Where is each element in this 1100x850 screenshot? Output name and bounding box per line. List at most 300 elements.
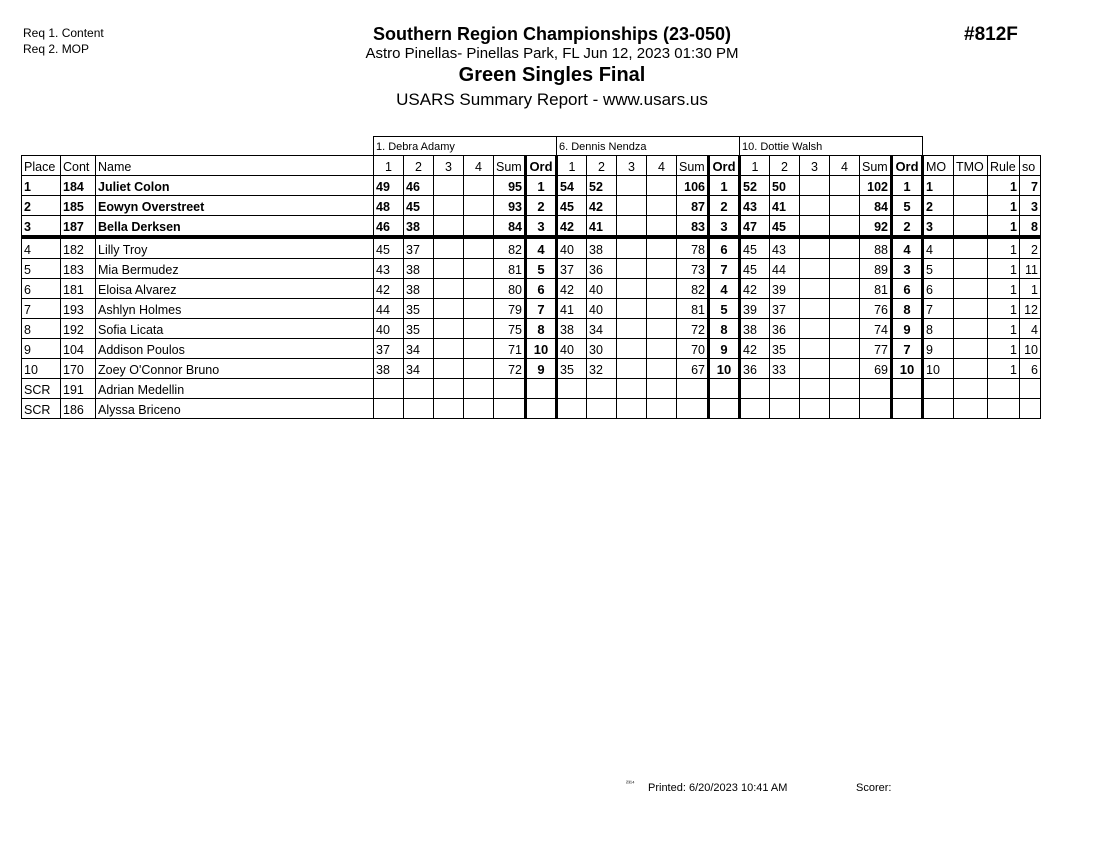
score-cell: 38 [587, 237, 617, 259]
score-cell [617, 279, 647, 299]
total-majority-ordinal-cell [954, 176, 988, 196]
ordinal-cell [892, 399, 923, 419]
score-cell [800, 399, 830, 419]
ordinal-cell: 1 [892, 176, 923, 196]
contestant-number-cell: 191 [61, 379, 96, 399]
score-cell [434, 176, 464, 196]
sum-cell: 83 [677, 216, 709, 238]
score-cell: 43 [770, 237, 800, 259]
score-cell: 37 [557, 259, 587, 279]
sum-cell: 74 [860, 319, 892, 339]
score-cell: 40 [374, 319, 404, 339]
sum-cell [677, 399, 709, 419]
rule-cell: 1 [988, 237, 1020, 259]
score-cell: 45 [740, 237, 770, 259]
place-cell: 2 [22, 196, 61, 216]
score-cell [374, 399, 404, 419]
score-cell [830, 196, 860, 216]
majority-ordinal-cell: 8 [923, 319, 954, 339]
score-cell: 40 [587, 279, 617, 299]
total-majority-ordinal-cell [954, 196, 988, 216]
score-cell [434, 379, 464, 399]
contestant-number-cell: 170 [61, 359, 96, 379]
score-cell [464, 359, 494, 379]
score-cell [434, 196, 464, 216]
scorer-label: Scorer: [856, 782, 892, 794]
table-row [22, 259, 1041, 279]
total-majority-ordinal-cell [954, 319, 988, 339]
sum-cell: 81 [494, 259, 526, 279]
total-majority-ordinal-cell [954, 237, 988, 259]
ordinal-cell: 8 [709, 319, 740, 339]
start-order-cell: 11 [1020, 259, 1041, 279]
score-cell: 32 [587, 359, 617, 379]
score-cell [617, 319, 647, 339]
score-cell: 37 [374, 339, 404, 359]
table-row [22, 237, 1041, 259]
score-cell: 49 [374, 176, 404, 196]
rule-cell: 1 [988, 319, 1020, 339]
score-cell [800, 216, 830, 238]
score-cell [800, 299, 830, 319]
score-cell [617, 176, 647, 196]
start-order-cell [1020, 399, 1041, 419]
sum-cell: 67 [677, 359, 709, 379]
score-cell: 43 [374, 259, 404, 279]
score-cell [800, 259, 830, 279]
start-order-cell: 2 [1020, 237, 1041, 259]
sum-cell: 81 [860, 279, 892, 299]
ordinal-cell: 3 [892, 259, 923, 279]
score-cell [404, 399, 434, 419]
score-cell: 50 [770, 176, 800, 196]
score-cell [830, 399, 860, 419]
score-cell: 38 [740, 319, 770, 339]
sum-cell: 72 [494, 359, 526, 379]
majority-ordinal-cell: 5 [923, 259, 954, 279]
sum-cell: 82 [677, 279, 709, 299]
score-cell: 45 [770, 216, 800, 238]
skater-name-cell: Alyssa Briceno [96, 399, 374, 419]
contestant-number-cell: 193 [61, 299, 96, 319]
start-order-cell [1020, 379, 1041, 399]
place-cell: 8 [22, 319, 61, 339]
ordinal-cell: 5 [709, 299, 740, 319]
table-row [22, 279, 1041, 299]
score-cell: 38 [374, 359, 404, 379]
score-cell: 43 [740, 196, 770, 216]
contestant-number-cell: 181 [61, 279, 96, 299]
score-cell [434, 319, 464, 339]
score-cell: 38 [404, 279, 434, 299]
score-cell [800, 237, 830, 259]
score-cell [740, 399, 770, 419]
score-cell [587, 379, 617, 399]
column-header: Name [96, 156, 374, 176]
start-order-cell: 3 [1020, 196, 1041, 216]
ordinal-cell [709, 379, 740, 399]
skater-name-cell: Juliet Colon [96, 176, 374, 196]
table-row [22, 319, 1041, 339]
score-cell [770, 379, 800, 399]
score-cell: 34 [404, 339, 434, 359]
score-cell: 38 [404, 259, 434, 279]
score-cell: 48 [374, 196, 404, 216]
majority-ordinal-cell: 1 [923, 176, 954, 196]
rule-cell: 1 [988, 216, 1020, 238]
competition-title: Southern Region Championships (23-050) [372, 24, 732, 44]
ordinal-cell: 10 [709, 359, 740, 379]
skater-name-cell: Lilly Troy [96, 237, 374, 259]
score-cell [647, 379, 677, 399]
score-cell: 35 [404, 319, 434, 339]
score-cell: 35 [404, 299, 434, 319]
majority-ordinal-cell: 10 [923, 359, 954, 379]
column-header: TMO [954, 156, 988, 176]
total-majority-ordinal-cell [954, 379, 988, 399]
rule-cell: 1 [988, 299, 1020, 319]
majority-ordinal-cell: 7 [923, 299, 954, 319]
ordinal-cell [709, 399, 740, 419]
score-cell [800, 319, 830, 339]
score-cell [647, 259, 677, 279]
total-majority-ordinal-cell [954, 359, 988, 379]
sum-cell: 76 [860, 299, 892, 319]
score-cell: 35 [770, 339, 800, 359]
ordinal-cell: 4 [526, 237, 557, 259]
score-cell [617, 339, 647, 359]
score-cell: 41 [557, 299, 587, 319]
ordinal-cell: 8 [892, 299, 923, 319]
sum-cell: 93 [494, 196, 526, 216]
venue-date: Astro Pinellas- Pinellas Park, FL Jun 12, 2023 01:30 PM [365, 45, 739, 62]
sum-cell: 81 [677, 299, 709, 319]
score-cell: 35 [557, 359, 587, 379]
score-cell [464, 176, 494, 196]
contestant-number-cell: 184 [61, 176, 96, 196]
ordinal-cell: 7 [526, 299, 557, 319]
skater-name-cell: Addison Poulos [96, 339, 374, 359]
report-title: USARS Summary Report - www.usars.us [396, 90, 708, 109]
score-cell [647, 359, 677, 379]
score-cell [647, 176, 677, 196]
score-cell [800, 359, 830, 379]
column-header: 1 [740, 156, 770, 176]
column-header: 1 [374, 156, 404, 176]
sum-cell: 80 [494, 279, 526, 299]
ordinal-cell: 8 [526, 319, 557, 339]
score-cell: 54 [557, 176, 587, 196]
sum-cell: 73 [677, 259, 709, 279]
score-cell [617, 216, 647, 238]
column-header: Ord [709, 156, 740, 176]
score-cell [830, 216, 860, 238]
score-cell [557, 399, 587, 419]
score-cell [647, 319, 677, 339]
column-header: 2 [404, 156, 434, 176]
sum-cell: 92 [860, 216, 892, 238]
ordinal-cell: 9 [526, 359, 557, 379]
sum-cell: 84 [860, 196, 892, 216]
judge-name: 6. Dennis Nendza [557, 137, 740, 156]
score-cell [557, 379, 587, 399]
column-header: 4 [647, 156, 677, 176]
sum-cell [677, 379, 709, 399]
score-cell [464, 319, 494, 339]
judge-name: 1. Debra Adamy [374, 137, 557, 156]
score-cell [464, 379, 494, 399]
requirement-1: Req 1. Content [23, 26, 104, 40]
sum-cell: 75 [494, 319, 526, 339]
place-cell: SCR [22, 379, 61, 399]
score-cell [434, 339, 464, 359]
place-cell: 4 [22, 237, 61, 259]
score-cell [647, 279, 677, 299]
score-cell [404, 379, 434, 399]
total-majority-ordinal-cell [954, 259, 988, 279]
sum-cell: 70 [677, 339, 709, 359]
column-header: Sum [677, 156, 709, 176]
score-cell: 37 [404, 237, 434, 259]
column-header: 3 [800, 156, 830, 176]
skater-name-cell: Eowyn Overstreet [96, 196, 374, 216]
table-row [22, 216, 1041, 238]
score-cell [770, 399, 800, 419]
ordinal-cell: 5 [892, 196, 923, 216]
score-cell [617, 237, 647, 259]
ordinal-cell: 1 [526, 176, 557, 196]
score-cell: 40 [557, 339, 587, 359]
score-cell: 37 [770, 299, 800, 319]
score-cell [647, 216, 677, 238]
judge-header-row [22, 137, 1041, 156]
column-header: Rule [988, 156, 1020, 176]
ordinal-cell: 9 [892, 319, 923, 339]
sum-cell: 78 [677, 237, 709, 259]
score-cell [617, 359, 647, 379]
ordinal-cell: 6 [526, 279, 557, 299]
majority-ordinal-cell: 4 [923, 237, 954, 259]
ordinal-cell: 10 [526, 339, 557, 359]
sum-cell: 82 [494, 237, 526, 259]
score-cell: 47 [740, 216, 770, 238]
score-cell: 42 [557, 279, 587, 299]
score-cell [587, 399, 617, 419]
sum-cell [494, 399, 526, 419]
score-cell: 41 [587, 216, 617, 238]
majority-ordinal-cell: 9 [923, 339, 954, 359]
contestant-number-cell: 192 [61, 319, 96, 339]
ordinal-cell: 2 [709, 196, 740, 216]
start-order-cell: 12 [1020, 299, 1041, 319]
score-cell: 36 [740, 359, 770, 379]
column-header: Sum [494, 156, 526, 176]
score-cell [464, 339, 494, 359]
score-cell [434, 399, 464, 419]
score-cell: 40 [557, 237, 587, 259]
skater-name-cell: Mia Bermudez [96, 259, 374, 279]
total-majority-ordinal-cell [954, 279, 988, 299]
column-header: Cont [61, 156, 96, 176]
sum-cell: 102 [860, 176, 892, 196]
place-cell: 7 [22, 299, 61, 319]
ordinal-cell: 6 [892, 279, 923, 299]
printed-date: Printed: 6/20/2023 10:41 AM [648, 782, 788, 794]
sum-cell: 79 [494, 299, 526, 319]
score-cell [830, 339, 860, 359]
ordinal-cell: 7 [892, 339, 923, 359]
score-cell [617, 379, 647, 399]
score-cell: 52 [587, 176, 617, 196]
column-header: so [1020, 156, 1041, 176]
score-cell [434, 279, 464, 299]
score-cell: 46 [374, 216, 404, 238]
ordinal-cell [526, 379, 557, 399]
place-cell: SCR [22, 399, 61, 419]
sum-cell: 106 [677, 176, 709, 196]
score-cell [740, 379, 770, 399]
ordinal-cell: 7 [709, 259, 740, 279]
column-header: 3 [617, 156, 647, 176]
sum-cell: 88 [860, 237, 892, 259]
start-order-cell: 8 [1020, 216, 1041, 238]
ordinal-cell: 6 [709, 237, 740, 259]
results-table [21, 136, 1041, 419]
column-header: 2 [587, 156, 617, 176]
score-cell [464, 259, 494, 279]
place-cell: 3 [22, 216, 61, 238]
skater-name-cell: Zoey O'Connor Bruno [96, 359, 374, 379]
score-cell [647, 196, 677, 216]
score-cell [800, 279, 830, 299]
score-cell [434, 237, 464, 259]
column-header-row [22, 156, 1041, 176]
sum-cell: 69 [860, 359, 892, 379]
rule-cell: 1 [988, 339, 1020, 359]
sum-cell: 84 [494, 216, 526, 238]
score-cell: 34 [587, 319, 617, 339]
column-header: Ord [892, 156, 923, 176]
score-cell [830, 299, 860, 319]
column-header: Place [22, 156, 61, 176]
table-row [22, 299, 1041, 319]
score-cell [647, 237, 677, 259]
event-number: #812F [964, 24, 1018, 45]
table-row [22, 339, 1041, 359]
score-cell: 42 [557, 216, 587, 238]
rule-cell [988, 379, 1020, 399]
score-cell [617, 196, 647, 216]
score-cell: 40 [587, 299, 617, 319]
ordinal-cell: 3 [526, 216, 557, 238]
score-cell [464, 237, 494, 259]
score-cell [464, 299, 494, 319]
score-cell: 36 [770, 319, 800, 339]
sum-cell: 71 [494, 339, 526, 359]
score-cell [434, 299, 464, 319]
ordinal-cell: 10 [892, 359, 923, 379]
event-name: Green Singles Final [458, 64, 646, 86]
score-cell [830, 319, 860, 339]
total-majority-ordinal-cell [954, 399, 988, 419]
table-row [22, 379, 1041, 399]
sum-cell [494, 379, 526, 399]
ordinal-cell [526, 399, 557, 419]
skater-name-cell: Bella Derksen [96, 216, 374, 238]
score-cell [464, 216, 494, 238]
score-cell: 42 [374, 279, 404, 299]
sum-cell: 72 [677, 319, 709, 339]
place-cell: 9 [22, 339, 61, 359]
score-cell: 34 [404, 359, 434, 379]
rule-cell: 1 [988, 279, 1020, 299]
score-cell [617, 299, 647, 319]
start-order-cell: 1 [1020, 279, 1041, 299]
score-cell [830, 379, 860, 399]
contestant-number-cell: 187 [61, 216, 96, 238]
sum-cell: 87 [677, 196, 709, 216]
ordinal-cell: 2 [892, 216, 923, 238]
requirement-2: Req 2. MOP [23, 42, 90, 56]
contestant-number-cell: 186 [61, 399, 96, 419]
ordinal-cell [892, 379, 923, 399]
score-cell: 30 [587, 339, 617, 359]
score-cell [830, 237, 860, 259]
place-cell: 1 [22, 176, 61, 196]
score-cell [800, 339, 830, 359]
score-cell: 46 [404, 176, 434, 196]
rule-cell: 1 [988, 176, 1020, 196]
majority-ordinal-cell: 2 [923, 196, 954, 216]
sum-cell: 95 [494, 176, 526, 196]
place-cell: 10 [22, 359, 61, 379]
score-cell [830, 176, 860, 196]
score-cell: 36 [587, 259, 617, 279]
column-header: 2 [770, 156, 800, 176]
score-cell: 41 [770, 196, 800, 216]
majority-ordinal-cell [923, 379, 954, 399]
score-cell [800, 196, 830, 216]
skater-name-cell: Ashlyn Holmes [96, 299, 374, 319]
judge-name: 10. Dottie Walsh [740, 137, 923, 156]
sum-cell [860, 399, 892, 419]
score-cell [464, 279, 494, 299]
rule-cell [988, 399, 1020, 419]
skater-name-cell: Adrian Medellin [96, 379, 374, 399]
skater-name-cell: Sofia Licata [96, 319, 374, 339]
rule-cell: 1 [988, 196, 1020, 216]
score-cell [647, 339, 677, 359]
column-header: 4 [464, 156, 494, 176]
sum-cell: 77 [860, 339, 892, 359]
total-majority-ordinal-cell [954, 339, 988, 359]
score-cell [647, 399, 677, 419]
score-cell [434, 359, 464, 379]
start-order-cell: 6 [1020, 359, 1041, 379]
majority-ordinal-cell: 3 [923, 216, 954, 238]
score-cell [374, 379, 404, 399]
score-cell [830, 279, 860, 299]
score-cell: 38 [557, 319, 587, 339]
table-row [22, 176, 1041, 196]
ordinal-cell: 9 [709, 339, 740, 359]
contestant-number-cell: 183 [61, 259, 96, 279]
score-cell [800, 176, 830, 196]
place-cell: 5 [22, 259, 61, 279]
score-cell: 38 [404, 216, 434, 238]
column-header: Sum [860, 156, 892, 176]
ordinal-cell: 3 [709, 216, 740, 238]
